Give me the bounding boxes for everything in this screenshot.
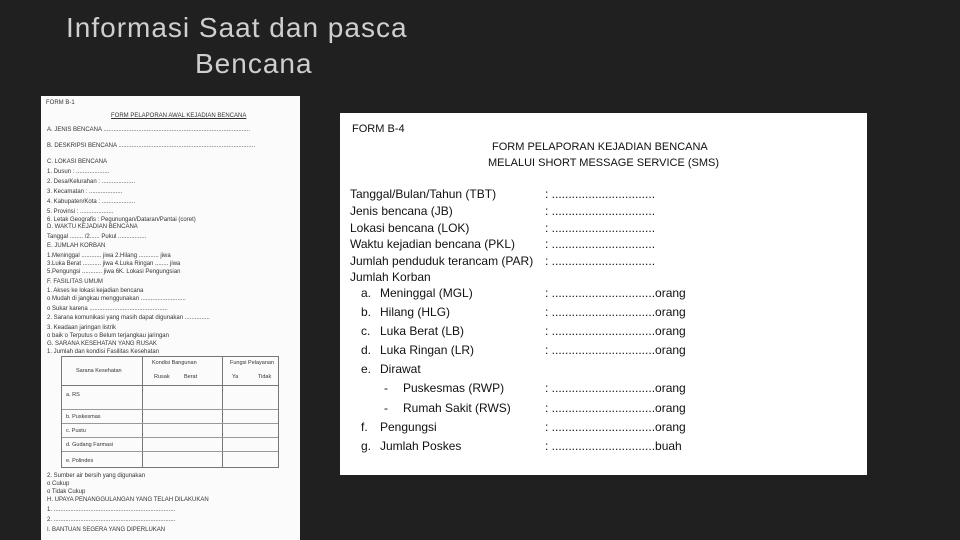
health-facility-table — [61, 356, 279, 468]
field-label: Jumlah penduduk terancam (PAR) — [350, 254, 534, 268]
scan-row: B. DESKRIPSI BENCANA .................................................................................. — [47, 143, 256, 149]
other-label: Pengungsi — [380, 420, 437, 434]
scan-row: 3. Keadaan jaringan listrik — [47, 325, 117, 331]
other-label: Jumlah Poskes — [380, 439, 462, 453]
scan-row: Tanggal ........ /2...... Pukul ................. — [47, 234, 147, 240]
scan-form-title: FORM PELAPORAN AWAL KEJADIAN BENCANA — [111, 113, 247, 119]
field-label: Jenis bencana (JB) — [350, 204, 453, 218]
form-title-line-1: FORM PELAPORAN KEJADIAN BENCANA — [492, 141, 708, 153]
scan-form-code: FORM B-1 — [46, 100, 75, 106]
treated-value: : ...............................orang — [545, 401, 686, 415]
field-label: Lokasi bencana (LOK) — [350, 221, 470, 235]
table-row: d. Gudang Farmasi — [66, 442, 114, 448]
scan-row: 2. Sumber air bersih yang digunakan — [47, 473, 146, 479]
scan-row: E. JUMLAH KORBAN — [47, 243, 106, 249]
field-value: : ............................... — [545, 187, 656, 201]
scan-row: F. FASILITAS UMUM — [47, 279, 103, 285]
scan-row: 5.Pengungsi ............ jiwa 6K. Lokasi Pengungsian — [47, 269, 181, 275]
field-value: : ............................... — [545, 204, 656, 218]
table-row: e. Polindes — [66, 458, 94, 464]
field-label: Tanggal/Bulan/Tahun (TBT) — [350, 187, 497, 201]
scan-row: 1. Akses ke lokasi kejadian bencana — [47, 288, 144, 294]
victim-label: Luka Ringan (LR) — [380, 343, 475, 357]
table-head-rusak: Rusak — [154, 374, 170, 380]
victim-label: Dirawat — [380, 362, 421, 376]
scan-row: 4. Kabupaten/Kota : .................... — [47, 199, 136, 205]
victim-index: e. — [361, 362, 372, 376]
scan-row: o Tidak Cukup — [47, 489, 86, 495]
form-code: FORM B-4 — [352, 123, 405, 135]
sms-report-form-b4 — [340, 113, 867, 475]
other-value: : ...............................orang — [545, 420, 686, 434]
scan-row: G. SARANA KESEHATAN YANG RUSAK — [47, 341, 157, 347]
slide-title-line-1: Informasi Saat dan pasca — [66, 12, 408, 43]
victim-index: a. — [361, 286, 372, 300]
scan-row: H. UPAYA PENANGGULANGAN YANG TELAH DILAKUKAN — [47, 497, 209, 503]
scan-row: C. LOKASI BENCANA — [47, 159, 108, 165]
scan-row: I. BANTUAN SEGERA YANG DIPERLUKAN — [47, 527, 166, 533]
scanned-form-b1 — [41, 96, 300, 540]
scan-row: o Sukar karena ............................................... — [47, 306, 168, 312]
table-row: b. Puskesmas — [66, 414, 101, 420]
victim-value: : ...............................orang — [545, 305, 686, 319]
scan-row: 1. Dusun : .................... — [47, 169, 110, 175]
table-head-tidak: Tidak — [258, 374, 272, 380]
victim-index: d. — [361, 343, 372, 357]
treated-label: Puskesmas (RWP) — [403, 381, 505, 395]
scan-row: 1.Meninggal ............ jiwa 2.Hilang ............ jiwa — [47, 253, 171, 259]
field-value: : ............................... — [545, 254, 656, 268]
table-head-berat: Berat — [184, 374, 198, 380]
other-index: g. — [361, 439, 372, 453]
scan-row: o Cukup — [47, 481, 70, 487]
scan-row: A. JENIS BENCANA ........................................................................................ — [47, 127, 251, 133]
table-head-condition: Kondisi Bangunan — [152, 360, 197, 366]
victim-value: : ...............................orang — [545, 286, 686, 300]
scan-row: o Mudah di jangkau menggunakan ........................... — [47, 296, 186, 302]
treated-dash: - — [384, 401, 388, 415]
treated-dash: - — [384, 381, 388, 395]
victim-index: c. — [361, 324, 371, 338]
scan-row: D. WAKTU KEJADIAN BENCANA — [47, 224, 138, 230]
victim-label: Luka Berat (LB) — [380, 324, 465, 338]
form-title-line-2: MELALUI SHORT MESSAGE SERVICE (SMS) — [488, 157, 720, 169]
scan-row: 2. Desa/Kelurahan : .................... — [47, 179, 136, 185]
slide-title-line-2: Bencana — [195, 48, 313, 79]
table-head-ya: Ya — [232, 374, 239, 380]
other-index: f. — [361, 420, 368, 434]
victim-value: : ...............................orang — [545, 324, 686, 338]
table-row: c. Pustu — [66, 428, 86, 434]
victim-index: b. — [361, 305, 372, 319]
field-value: : ............................... — [545, 237, 656, 251]
scan-row: 5. Provinsi : .................... — [47, 209, 114, 215]
scan-row: 6. Letak Geografis : Pegunungan/Dataran/Pantai (coret) — [47, 217, 196, 223]
scan-row: 3.Luka Berat ........... jiwa 4.Luka Ringan ........ jiwa — [47, 261, 181, 267]
victim-label: Hilang (HLG) — [380, 305, 451, 319]
scan-row: 1. ......................................................................... — [47, 507, 176, 513]
scan-row: 3. Kecamatan : .................... — [47, 189, 123, 195]
table-head-service: Fungsi Pelayanan — [230, 360, 275, 366]
other-value: : ...............................buah — [545, 439, 682, 453]
victim-value: : ...............................orang — [545, 343, 686, 357]
field-label: Waktu kejadian bencana (PKL) — [350, 237, 515, 251]
scan-row: 2. ......................................................................... — [47, 517, 176, 523]
treated-value: : ...............................orang — [545, 381, 686, 395]
victim-label: Meninggal (MGL) — [380, 286, 473, 300]
scan-row: o baik o Terputus o Belum terjangkau jaringan — [47, 333, 169, 339]
treated-label: Rumah Sakit (RWS) — [403, 401, 511, 415]
scan-row: 1. Jumlah dan kondisi Fasilitas Kesehatan — [47, 349, 160, 355]
table-row: a. RS — [66, 392, 80, 398]
field-label: Jumlah Korban — [350, 270, 431, 284]
slide-title — [66, 10, 466, 82]
scan-row: 2. Sarana komunikasi yang masih dapat digunakan ............... — [47, 315, 210, 321]
field-value: : ............................... — [545, 221, 656, 235]
table-head-facility: Sarana Kesehatan — [76, 368, 122, 374]
